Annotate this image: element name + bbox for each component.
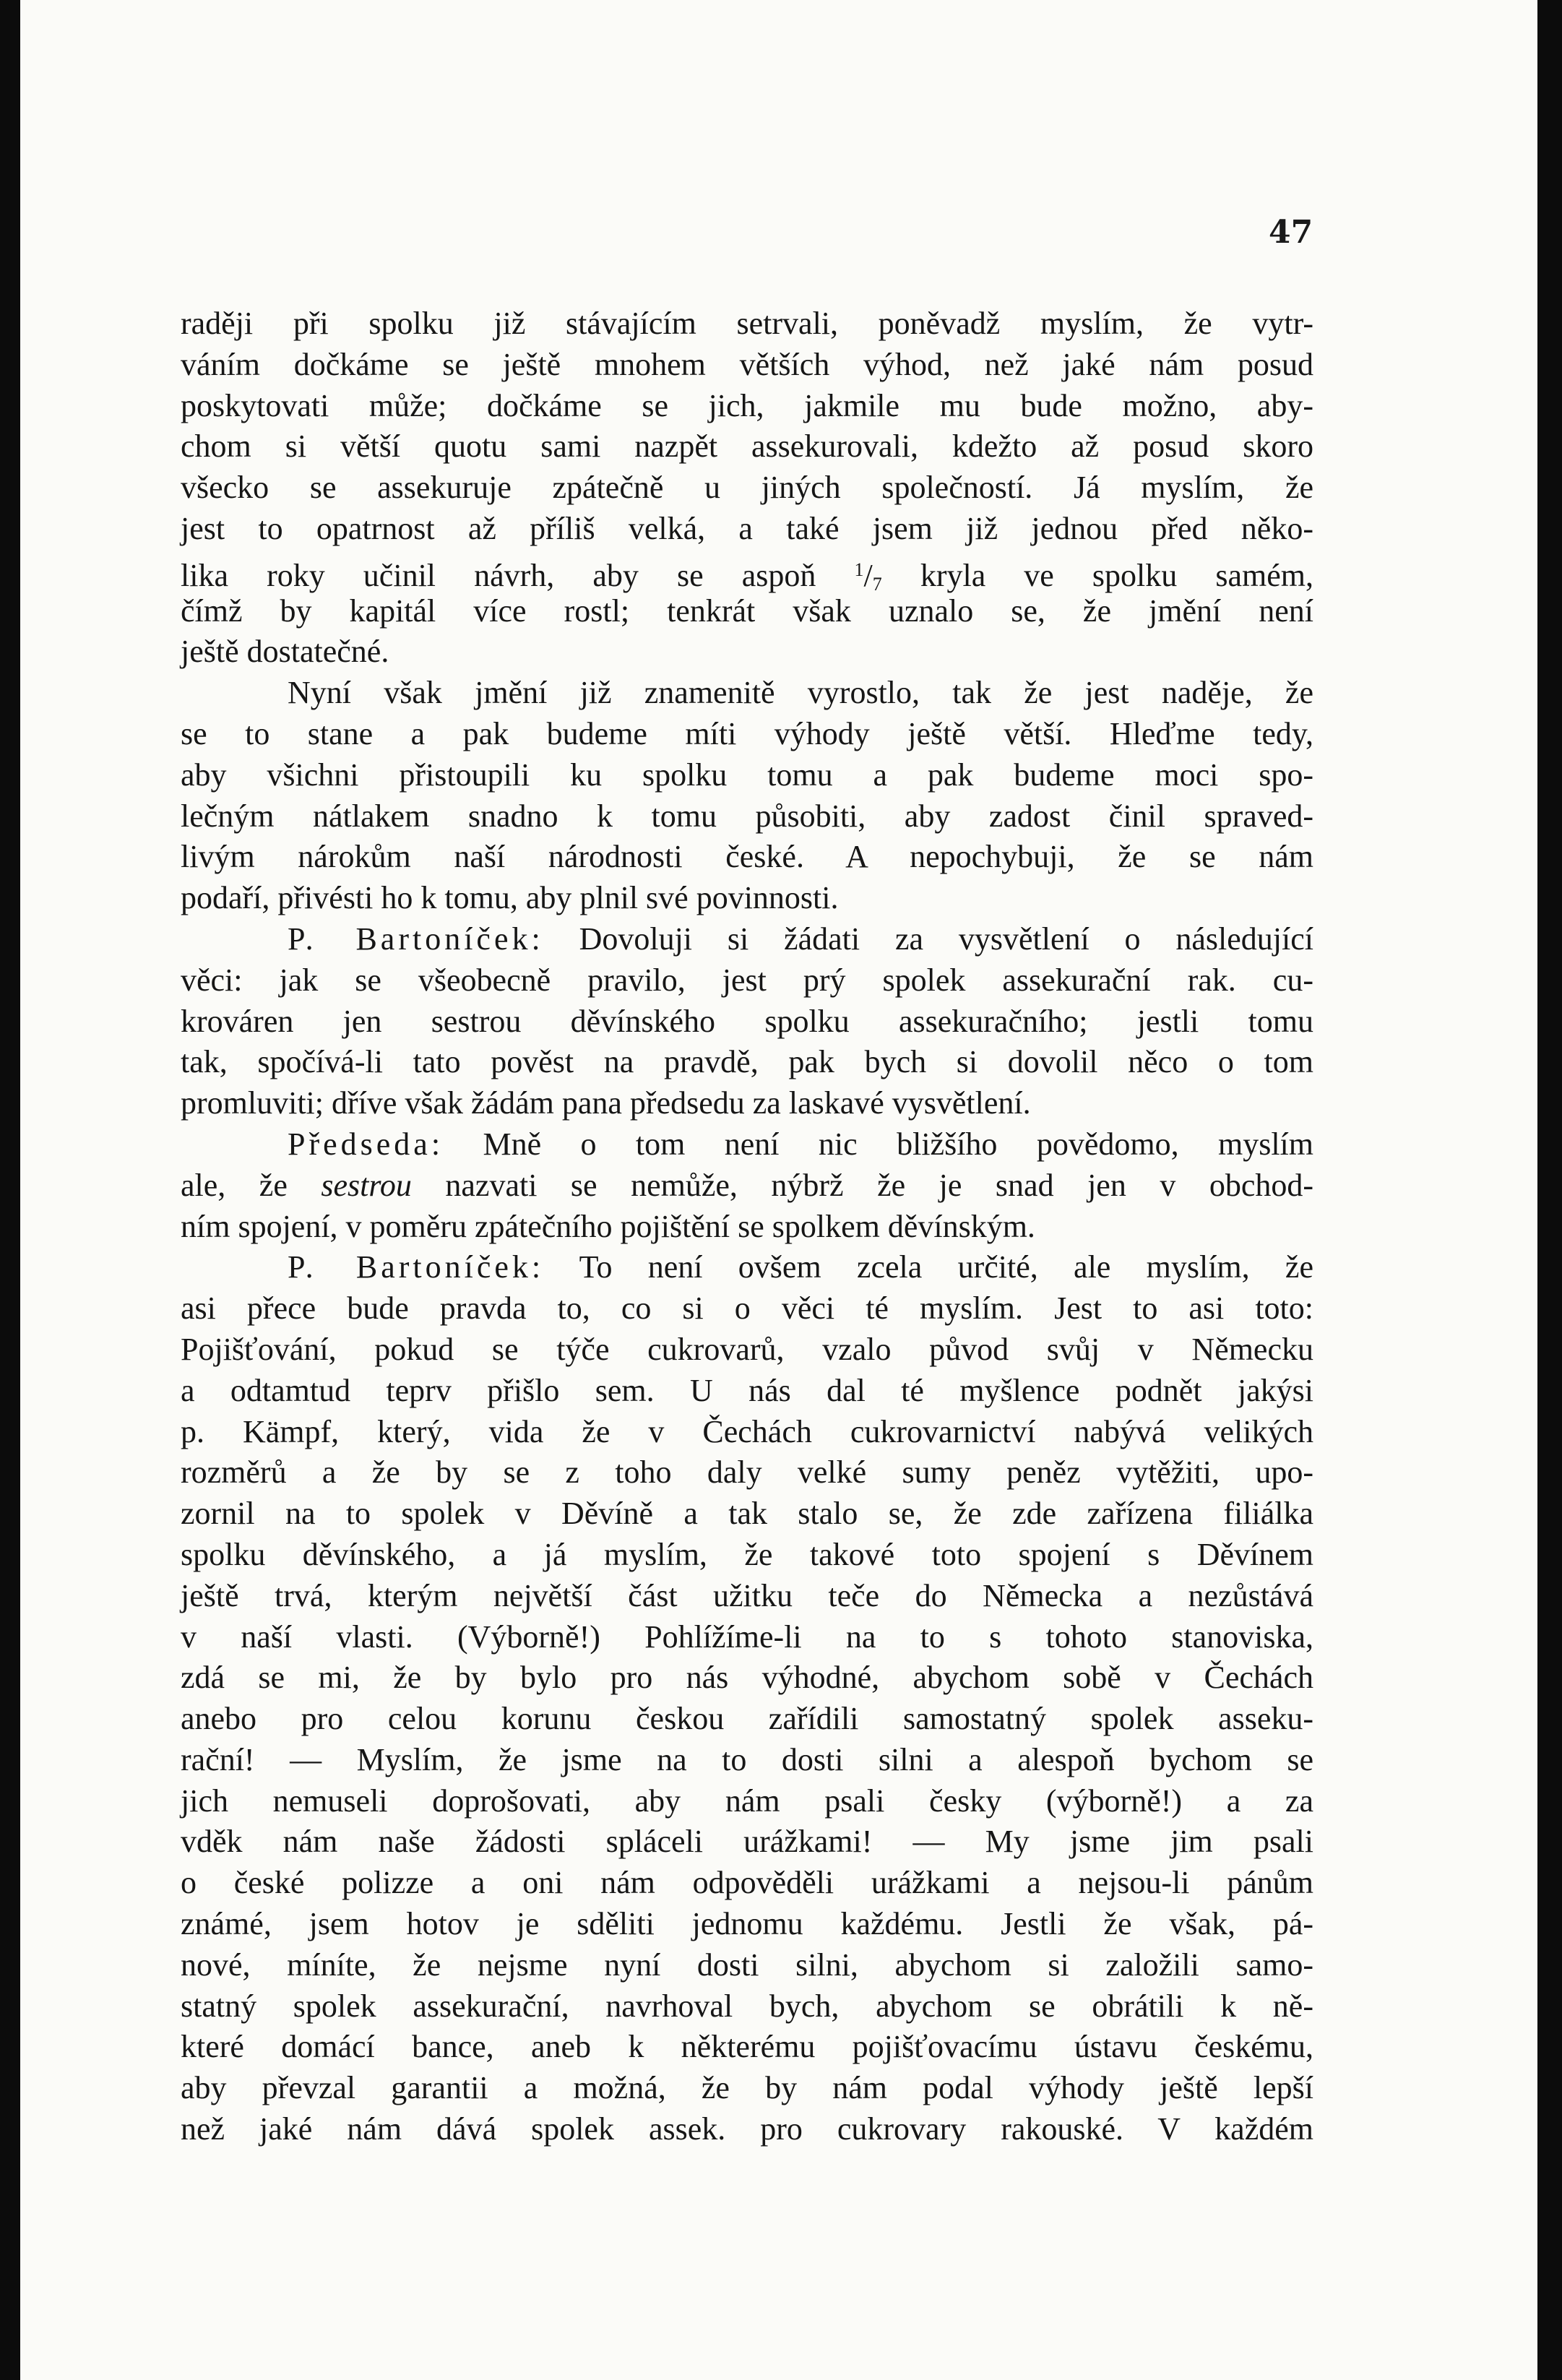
page-number: 47 [1269,214,1313,251]
text-line: krováren jen sestrou děvínského spolku assekuračního; jestli tomu [181,1003,1313,1039]
text-fragment: Dovoluji si žádati za vysvětlení o následující [579,920,1314,957]
text-line-with-fraction [181,550,1313,595]
text-line: ještě dostatečné. [181,634,389,670]
body-text [181,303,1313,2150]
text-fragment: nazvati se nemůže, nýbrž že je snad jen v obchod- [445,1167,1314,1203]
text-line: všecko se assekuruje zpátečně u jiných společností. Já myslím, že [181,470,1313,506]
text-line: poskytovati může; dočkáme se jich, jakmile mu bude možno, aby- [181,387,1313,423]
text-fragment: ale, že [181,1167,288,1203]
text-line: raději při spolku již stávajícím setrvali, poněvadž myslím, že vytr- [181,306,1313,341]
text-line: vděk nám naše žádosti spláceli urážkami! — My jsme jim psali [181,1824,1313,1860]
text-line: tak, spočívá-li tato pověst na pravdě, pak bych si dovolil něco o tom [181,1044,1313,1080]
text-line: rozměrů a že by se z toho daly velké sumy peněz vytěžiti, upo- [181,1454,1313,1491]
text-line: zornil na to spolek v Děvíně a tak stalo se, že zde zařízena filiálka [181,1496,1313,1532]
text-line: promluviti; dříve však žádám pana předsedu za laskavé vysvětlení. [181,1085,1031,1121]
text-line: ještě trvá, kterým největší část užitku teče do Německa a nezůstává [181,1577,1313,1613]
speaker-name: P. Bartoníček: [288,920,544,957]
text-line: váním dočkáme se ještě mnohem větších výhod, než jaké nám posud [181,346,1313,382]
text-fragment: Mně o tom není nic bližšího povědomo, myslím [483,1126,1313,1162]
text-line: rační! — Myslím, že jsme na to dosti silni a alespoň bychom se [181,1741,1313,1777]
fraction-numerator: 1 [854,559,864,580]
text-line: o české polizze a oni nám odpověděli urážkami a nejsou-li pánům [181,1865,1313,1901]
text-line: nové, míníte, že nejsme nyní dosti silni, abychom si založili samo- [181,1946,1313,1983]
fraction-one-seventh: $^1/_7$ [854,557,882,595]
italic-word: sestrou [321,1167,412,1203]
text-line: podaří, přivésti ho k tomu, aby plnil své povinnosti. [181,880,839,916]
text-line: jest to opatrnost až příliš velká, a také jsem již jednou před něko- [181,510,1313,546]
speaker-name: P. Bartoníček: [288,1249,545,1285]
text-line: zdá se mi, že by bylo pro nás výhodné, abychom sobě v Čechách [181,1660,1313,1696]
fraction-denominator: 7 [872,573,882,595]
text-line-with-italic [181,1165,1313,1207]
text-line: statný spolek assekurační, navrhoval bych, abychom se obrátili k ně- [181,1988,1313,2024]
text-line-with-speaker [181,919,1313,960]
text-line: aby převzal garantii a možná, že by nám podal výhody ještě lepší [181,2070,1313,2106]
text-line: se to stane a pak budeme míti výhody ještě větší. Hleďme tedy, [181,715,1313,751]
text-line: spolku děvínského, a já myslím, že takové toto spojení s Děvínem [181,1536,1313,1572]
text-line: a odtamtud teprv přišlo sem. U nás dal té myšlence podnět jakýsi [181,1372,1313,1408]
text-line: livým nárokům naší národnosti české. A nepochybuji, že se nám [181,839,1313,875]
text-line-with-speaker [181,1124,1313,1165]
text-line: čímž by kapitál více rostl; tenkrát však uznalo se, že jmění není [181,592,1313,629]
text-line: Nyní však jmění již znamenitě vyrostlo, tak že jest naděje, že [288,675,1313,711]
text-line: věci: jak se všeobecně pravilo, jest prý spolek assekurační rak. cu- [181,962,1313,998]
text-line: p. Kämpf, který, vida že v Čechách cukrovarnictví nabývá velikých [181,1413,1313,1449]
book-page [20,0,1537,2380]
text-line: než jaké nám dává spolek assek. pro cukrovary rakouské. V každém [181,2111,1313,2147]
text-line-with-speaker [181,1247,1313,1288]
text-line: anebo pro celou korunu českou zařídili samostatný spolek asseku- [181,1701,1313,1737]
text-line: v naší vlasti. (Výborně!) Pohlížíme-li na to s tohoto stanoviska, [181,1618,1313,1655]
text-line: jich nemuseli doprošovati, aby nám psali česky (výborně!) a za [181,1782,1313,1819]
text-line: lečným nátlakem snadno k tomu působiti, aby zadost činil spraved- [181,798,1313,834]
text-line: Pojišťování, pokud se týče cukrovarů, vzalo původ svůj v Německu [181,1331,1313,1367]
text-line: které domácí bance, aneb k některému pojišťovacímu ústavu českému, [181,2029,1313,2065]
text-fragment: kryla ve spolku samém, [920,557,1313,593]
text-line: ním spojení, v poměru zpátečního pojištění se spolkem děvínským. [181,1208,1035,1244]
text-line: asi přece bude pravda to, co si o věci té myslím. Jest to asi toto: [181,1290,1313,1327]
speaker-name: Předseda: [288,1126,444,1162]
text-line: chom si větší quotu sami nazpět assekurovali, kdežto až posud skoro [181,428,1313,465]
text-fragment: To není ovšem zcela určité, ale myslím, že [579,1249,1313,1285]
text-fragment: lika roky učinil návrh, aby se aspoň [181,557,816,593]
text-line: známé, jsem hotov je sděliti jednomu každému. Jestli že však, pá- [181,1906,1313,1942]
text-line: aby všichni přistoupili ku spolku tomu a pak budeme moci spo- [181,756,1313,793]
